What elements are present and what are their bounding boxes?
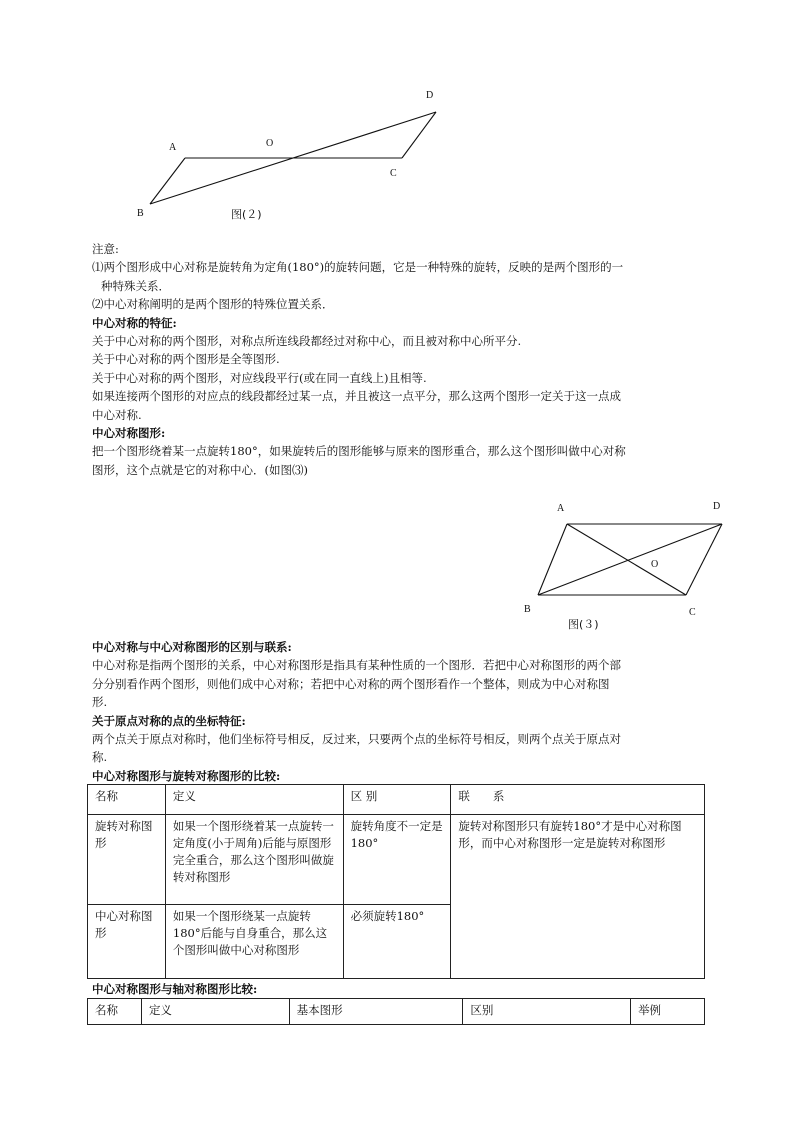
header-example: 举例	[631, 999, 705, 1025]
table-row	[88, 815, 705, 905]
figure-3	[0, 490, 794, 640]
notes-block	[92, 240, 742, 479]
comparison-table-rotation	[87, 784, 705, 979]
diagonal-ac	[567, 524, 686, 595]
row2-name: 中心对称图形	[88, 905, 166, 979]
table-header-row	[88, 999, 705, 1025]
point-a-label: A	[169, 142, 177, 153]
difference-heading: 中心对称与中心对称图形的区别与联系:	[92, 640, 292, 654]
difference-line-1: 中心对称是指两个图形的关系，中心对称图形是指具有某种性质的一个图形．若把中心对称图形的两个部	[92, 658, 621, 673]
relation-cell: 旋转对称图形只有旋转180°才是中心对称图形，而中心对称图形一定是旋转对称图形	[451, 815, 705, 979]
central-figure-heading: 中心对称图形:	[92, 426, 166, 441]
central-figure-def: 把一个图形绕着某一点旋转180°，如果旋转后的图形能够与原来的图形重合，那么这个图形叫做中心对称	[92, 444, 626, 459]
origin-line-2: 称.	[92, 750, 108, 765]
point-d-label: D	[426, 90, 434, 101]
header-definition: 定义	[165, 785, 343, 815]
point-o-label: O	[651, 559, 659, 570]
feature-4-cont: 中心对称.	[92, 407, 142, 422]
point-b-label: B	[137, 208, 144, 219]
point-a-label: A	[557, 503, 565, 514]
header-definition: 定义	[141, 999, 289, 1025]
note-1: ⑴两个图形成中心对称是旋转角为定角(180°)的旋转问题，它是一种特殊的旋转，反映的是两个图形的一	[92, 260, 624, 275]
point-o-label: O	[266, 138, 274, 149]
segment-ab	[150, 158, 185, 204]
features-heading: 中心对称的特征:	[92, 315, 177, 330]
diagonal-bd	[538, 524, 722, 595]
table-1-heading: 中心对称图形与旋转对称图形的比较:	[92, 768, 281, 783]
point-c-label: C	[390, 168, 397, 179]
row2-difference: 必须旋转180°	[343, 905, 451, 979]
header-relation: 联 系	[451, 785, 705, 815]
feature-3: 关于中心对称的两个图形，对应线段平行(或在同一直线上)且相等.	[92, 370, 427, 385]
point-d-label: D	[713, 501, 721, 512]
figure-2	[0, 0, 794, 240]
note-2: ⑵中心对称阐明的是两个图形的特殊位置关系．	[92, 297, 334, 312]
origin-line-1: 两个点关于原点对称时，他们坐标符号相反，反过来，只要两个点的坐标符号相反，则两个点关于原点对	[92, 732, 621, 747]
figure-2-caption: 图(２)	[231, 208, 262, 221]
difference-line-2: 分分别看作两个图形，则他们成中心对称；若把中心对称的两个图形看作一个整体，则成为中心对称图	[92, 676, 610, 691]
feature-4: 如果连接两个图形的对应点的线段都经过某一点，并且被这一点平分，那么这两个图形一定关于这一点成	[92, 389, 621, 404]
feature-1: 关于中心对称的两个图形，对称点所连线段都经过对称中心，而且被对称中心所平分.	[92, 334, 522, 349]
figure-3-caption: 图(３)	[568, 618, 599, 631]
segment-cd	[402, 112, 436, 158]
difference-block	[92, 638, 742, 785]
comparison-table-axial	[87, 998, 705, 1025]
notes-title: 注意:	[92, 242, 119, 256]
header-name: 名称	[88, 785, 166, 815]
segment-ab	[538, 524, 567, 595]
table-2-heading: 中心对称图形与轴对称图形比较:	[92, 982, 258, 996]
central-figure-def-cont: 图形，这个点就是它的对称中心．(如图⑶)	[92, 462, 308, 477]
point-b-label: B	[524, 604, 531, 615]
point-c-label: C	[689, 607, 696, 618]
header-basic-figure: 基本图形	[289, 999, 463, 1025]
row1-name: 旋转对称图形	[88, 815, 166, 905]
feature-2: 关于中心对称的两个图形是全等图形.	[92, 352, 280, 367]
row2-definition: 如果一个图形绕某一点旋转180°后能与自身重合，那么这个图形叫做中心对称图形	[165, 905, 343, 979]
note-1-cont: 种特殊关系．	[101, 278, 170, 293]
table-header-row	[88, 785, 705, 815]
segment-dc	[686, 524, 722, 595]
header-difference: 区别	[463, 999, 631, 1025]
row1-difference: 旋转角度不一定是180°	[343, 815, 451, 905]
table-2-heading-block	[92, 980, 742, 998]
header-name: 名称	[88, 999, 142, 1025]
header-difference: 区 别	[343, 785, 451, 815]
row1-definition: 如果一个图形绕着某一点旋转一定角度(小于周角)后能与原图形完全重合，那么这个图形叫做旋转对称图形	[165, 815, 343, 905]
difference-line-3: 形.	[92, 695, 108, 710]
origin-heading: 关于原点对称的点的坐标特征:	[92, 713, 246, 728]
